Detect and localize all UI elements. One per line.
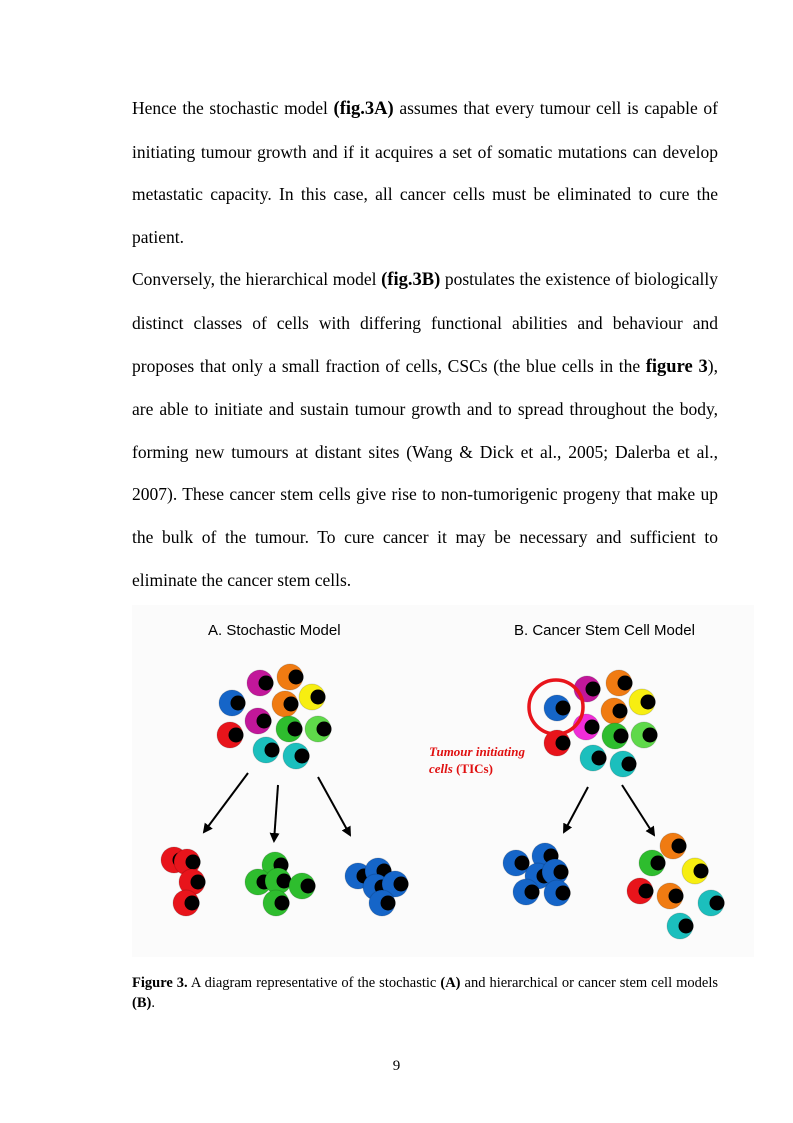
cell-orange: [660, 833, 687, 859]
cell-nucleus: [275, 896, 290, 911]
cell-nucleus: [289, 670, 304, 685]
cell-nucleus: [618, 676, 633, 691]
cell-nucleus: [643, 728, 658, 743]
cell-magenta: [245, 708, 272, 734]
cell-cyan: [283, 743, 310, 769]
cell-yellow: [299, 684, 326, 710]
cell-nucleus: [259, 676, 274, 691]
cell-red: [217, 722, 244, 748]
cell-nucleus: [185, 896, 200, 911]
cell-nucleus: [311, 690, 326, 705]
cell-nucleus: [669, 889, 684, 904]
figure-caption: Figure 3. A diagram representative of the stochastic (A) and hierarchical or cancer stem cell models (B).: [132, 975, 718, 1011]
cell-cyan: [580, 745, 607, 771]
cell-nucleus: [556, 701, 571, 716]
cell-nucleus: [186, 855, 201, 870]
cell-blue: [219, 690, 246, 716]
cell-nucleus: [641, 695, 656, 710]
cell-blue: [544, 695, 571, 721]
cell-nucleus: [556, 886, 571, 901]
cell-green: [276, 716, 303, 742]
cell-nucleus: [381, 896, 396, 911]
cell-nucleus: [639, 884, 654, 899]
cell-nucleus: [265, 743, 280, 758]
figure-3: [132, 605, 754, 957]
cell-nucleus: [229, 728, 244, 743]
cell-nucleus: [622, 757, 637, 772]
cell-orange: [601, 698, 628, 724]
cells-layer: [161, 664, 725, 939]
cell-nucleus: [191, 875, 206, 890]
cell-nucleus: [295, 749, 310, 764]
cell-green: [602, 723, 629, 749]
cell-nucleus: [317, 722, 332, 737]
cell-nucleus: [257, 714, 272, 729]
cell-magenta: [247, 670, 274, 696]
cell-cyan: [698, 890, 725, 916]
cell-lime: [305, 716, 332, 742]
cell-nucleus: [284, 697, 299, 712]
cell-orange: [606, 670, 633, 696]
cell-orange: [657, 883, 684, 909]
cell-cyan: [610, 751, 637, 777]
cell-green: [289, 873, 316, 899]
arrow-a-left: [204, 773, 248, 832]
caption-label: Figure 3.: [132, 975, 188, 991]
cell-red: [627, 878, 654, 904]
cell-nucleus: [613, 704, 628, 719]
cell-nucleus: [710, 896, 725, 911]
cell-nucleus: [679, 919, 694, 934]
cell-yellow: [682, 858, 709, 884]
tic-label-line2: cells (TICs): [429, 761, 493, 776]
cell-nucleus: [525, 885, 540, 900]
cell-orange: [277, 664, 304, 690]
cell-nucleus: [672, 839, 687, 854]
panel-a-title: A. Stochastic Model: [208, 622, 341, 639]
cell-pink: [573, 714, 600, 740]
cell-nucleus: [651, 856, 666, 871]
cell-cyan: [667, 913, 694, 939]
cell-nucleus: [288, 722, 303, 737]
cell-blue: [369, 890, 396, 916]
tic-label-line1: Tumour initiating: [429, 744, 525, 759]
cell-yellow: [629, 689, 656, 715]
arrow-b-left: [564, 787, 588, 832]
cell-lime: [631, 722, 658, 748]
figure-3-diagram: [132, 605, 754, 957]
fig-3b-ref: (fig.3B): [381, 270, 441, 291]
cell-green: [263, 890, 290, 916]
arrow-b-right: [622, 785, 654, 835]
cell-nucleus: [231, 696, 246, 711]
cell-nucleus: [592, 751, 607, 766]
cell-blue: [513, 879, 540, 905]
cell-orange: [272, 691, 299, 717]
page-number: 9: [392, 1058, 401, 1074]
paragraph-hierarchical: Conversely, the hierarchical model (fig.3B) postulates the existence of biologically distinct classes of cells with differing functional abilities and behaviour and proposes that only a small fraction of cells, CSCs (the blue cells in the figure 3), are able to initiate and sustain tumour growth and to spread throughout the body, forming new tumours at distant sites (Wang & Dick et al., 2005; Dalerba et al., 2007). These cancer stem cells give rise to non-tumorigenic progeny that make up the bulk of the tumour. To cure cancer it may be necessary and sufficient to eliminate the cancer stem cells.: [132, 269, 718, 590]
cell-nucleus: [301, 879, 316, 894]
cell-nucleus: [586, 682, 601, 697]
cell-nucleus: [694, 864, 709, 879]
cell-cyan: [253, 737, 280, 763]
cell-blue: [544, 880, 571, 906]
paragraph-stochastic: Hence the stochastic model (fig.3A) assumes that every tumour cell is capable of initiating tumour growth and if it acquires a set of somatic mutations can develop metastatic capacity. In this case, all cancer cells must be eliminated to cure the patient.: [132, 98, 718, 247]
figure-3-ref: figure 3: [645, 356, 708, 377]
arrow-a-middle: [274, 785, 278, 841]
cell-nucleus: [556, 736, 571, 751]
arrow-a-right: [318, 777, 350, 835]
cell-nucleus: [614, 729, 629, 744]
cell-nucleus: [394, 877, 409, 892]
body-text: [132, 87, 718, 601]
cell-nucleus: [554, 865, 569, 880]
cell-red: [173, 890, 200, 916]
panel-b-title: B. Cancer Stem Cell Model: [514, 622, 695, 639]
cell-green: [639, 850, 666, 876]
cell-nucleus: [585, 720, 600, 735]
fig-3a-ref: (fig.3A): [333, 99, 394, 119]
